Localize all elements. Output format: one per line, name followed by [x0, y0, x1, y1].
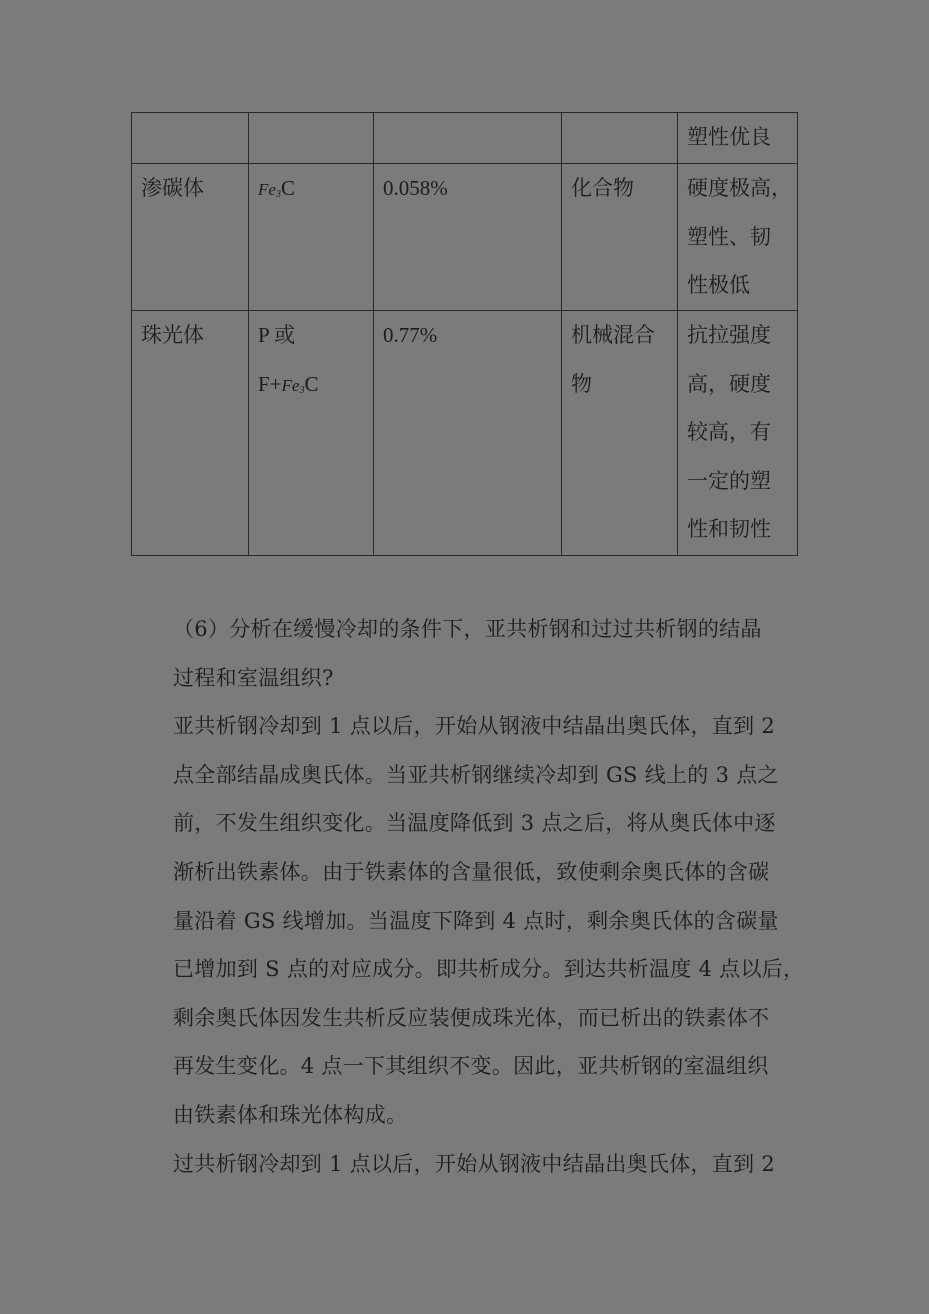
formula-prefix: F+	[258, 371, 282, 396]
body-text	[173, 605, 813, 1188]
cell-properties: 抗拉强度 高，硬度 较高，有 一定的塑 性和韧性	[678, 311, 798, 556]
question-paragraph	[173, 605, 813, 702]
text-line: 剩余奥氏体因发生共析反应装便成珠光体，而已析出的铁素体不	[173, 1005, 770, 1030]
cell-type: 化合物	[562, 164, 678, 311]
cell-name: 珠光体	[132, 311, 249, 556]
phase-properties-table	[131, 112, 798, 556]
formula-line1: P 或	[258, 323, 296, 347]
cell-formula	[249, 311, 374, 556]
cell-type	[562, 113, 678, 164]
text-line: 已增加到 S 点的对应成分。即共析成分。到达共析温度 4 点以后，	[173, 957, 805, 982]
text-line: 亚共析钢冷却到 1 点以后，开始从钢液中结晶出奥氏体，直到 2	[173, 714, 776, 739]
formula-suffix: C	[304, 371, 319, 396]
table-row	[132, 311, 798, 556]
cell-properties: 硬度极高， 塑性、韧 性极低	[678, 164, 798, 311]
formula-fe: $Fe_3$	[281, 375, 305, 396]
text-line: 由铁素体和珠光体构成。	[173, 1102, 408, 1127]
table-row	[132, 113, 798, 164]
cell-carbon: 0.77%	[374, 311, 562, 556]
text-line: （6）分析在缓慢冷却的条件下，亚共析钢和过过共析钢的结晶	[173, 617, 762, 641]
answer-paragraph-hypereutectoid	[173, 1140, 813, 1189]
text-line: 再发生变化。4 点一下其组织不变。因此，亚共析钢的室温组织	[173, 1054, 769, 1079]
cell-type: 机械混合 物	[562, 311, 678, 556]
table-row	[132, 164, 798, 311]
cell-name: 渗碳体	[132, 164, 249, 311]
text-line: 渐析出铁素体。由于铁素体的含量很低，致使剩余奥氏体的含碳	[173, 859, 770, 884]
cell-formula	[249, 164, 374, 311]
formula-fe: $Fe_3$	[258, 180, 281, 200]
text-line: 过共析钢冷却到 1 点以后，开始从钢液中结晶出奥氏体，直到 2	[173, 1151, 776, 1176]
text-line: 过程和室温组织?	[173, 665, 334, 690]
cell-name	[132, 113, 249, 164]
formula-suffix: C	[280, 176, 295, 200]
text-line: 点全部结晶成奥氏体。当亚共析钢继续冷却到 GS 线上的 3 点之	[173, 762, 779, 787]
text-line: 前，不发生组织变化。当温度降低到 3 点之后，将从奥氏体中逐	[173, 811, 776, 836]
cell-carbon	[374, 113, 562, 164]
cell-formula	[249, 113, 374, 164]
answer-paragraph-hypoeutectoid	[173, 702, 813, 1139]
cell-carbon: 0.058%	[374, 164, 562, 311]
cell-properties: 塑性优良	[678, 113, 798, 164]
text-line: 量沿着 GS 线增加。当温度下降到 4 点时，剩余奥氏体的含碳量	[173, 908, 779, 933]
